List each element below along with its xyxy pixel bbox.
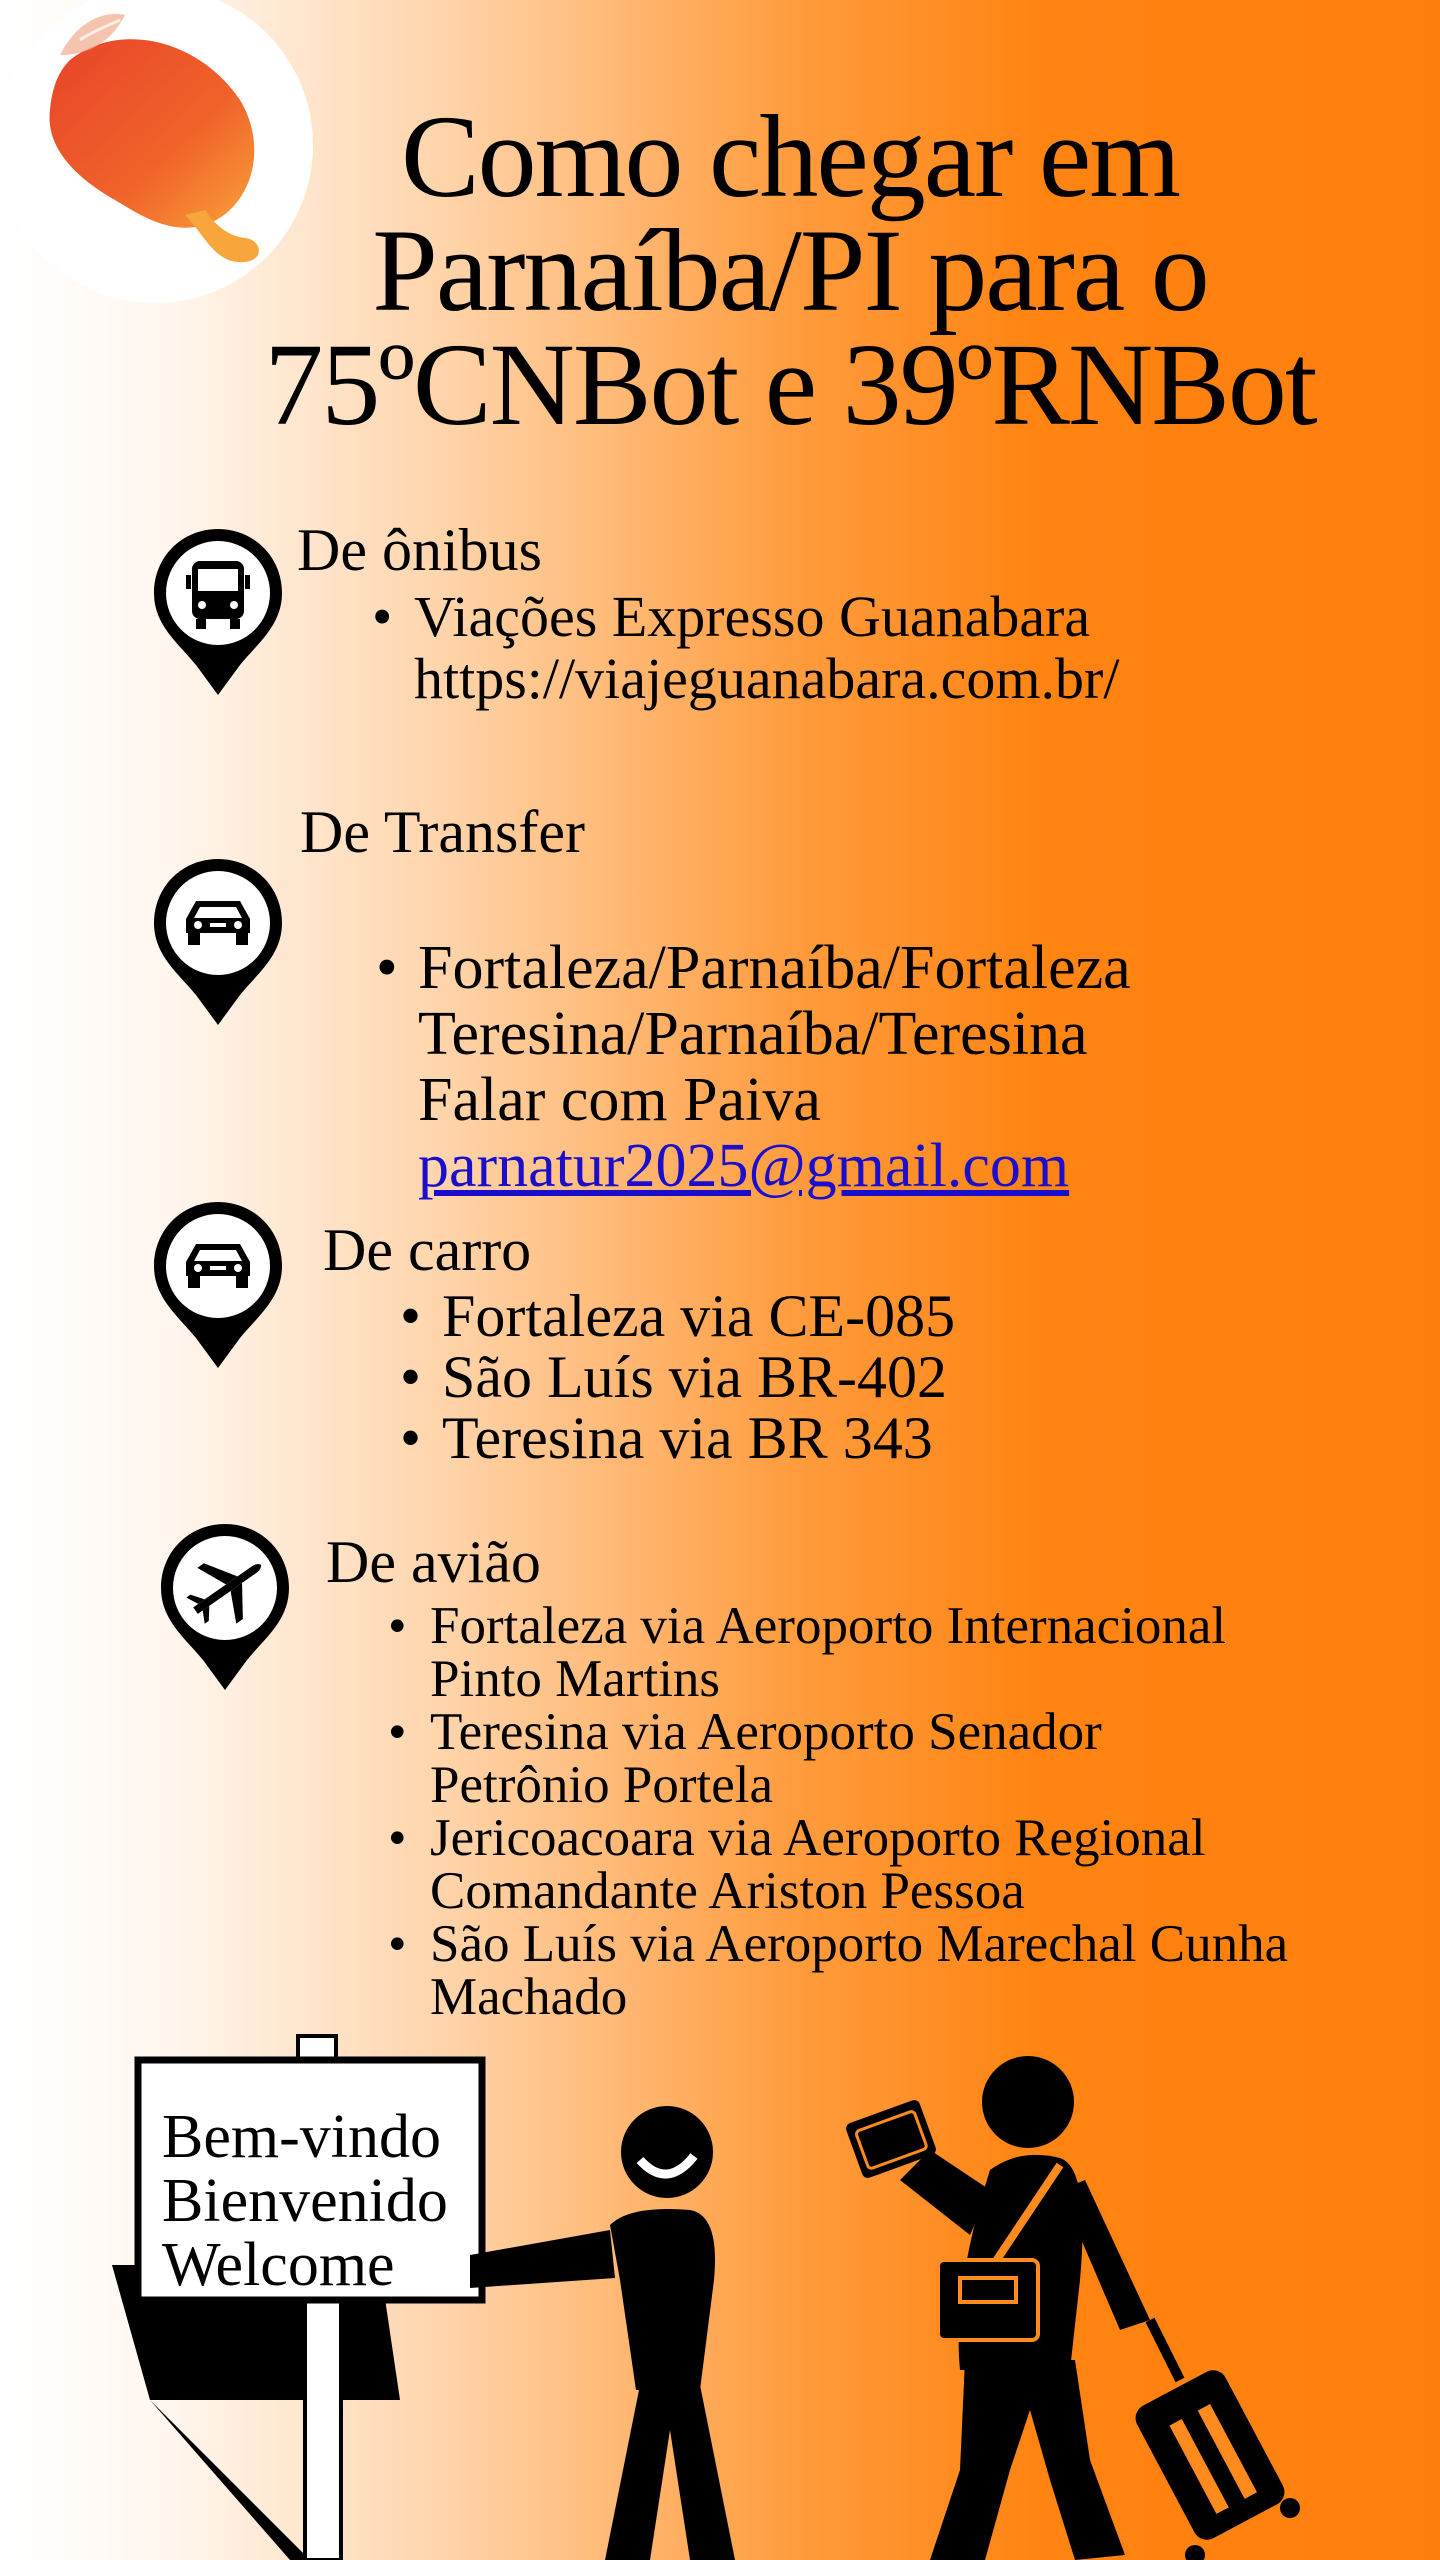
list-item: • Viações Expresso Guanabara [372,584,1091,649]
list-item-continued: Comandante Ariston Pessoa [430,1862,1025,1920]
list-item: • Fortaleza via CE-085 [400,1283,956,1349]
title-line-1: Como chegar em [400,91,1180,222]
list-item: • São Luís via Aeroporto Marechal Cunha [388,1915,1289,1973]
bus-section-title: De ônibus [297,517,542,583]
title-line-3: 75ºCNBot e 39ºRNBot [264,319,1316,450]
list-item: • Fortaleza/Parnaíba/Fortaleza [376,934,1131,1002]
welcome-sign [162,2105,448,2297]
car-list [400,1283,956,1471]
list-item-continued: Petrônio Portela [430,1756,773,1814]
transfer-email-link[interactable]: parnatur2025@gmail.com [418,1132,1070,1200]
sign-line-1: Bem-vindo [162,2103,441,2171]
list-item: Teresina/Parnaíba/Teresina [418,1000,1088,1068]
bus-pin-icon [148,525,288,701]
car-pin-icon [148,1198,288,1374]
airplane-pin-icon [155,1520,295,1696]
bus-list [372,584,1120,711]
sign-line-2: Bienvenido [162,2167,448,2235]
car-pin-icon [148,855,288,1031]
list-item: • Jericoacoara via Aeroporto Regional [388,1809,1206,1867]
car-section-title: De carro [323,1217,532,1283]
bus-website-link[interactable]: https://viajeguanabara.com.br/ [414,646,1120,711]
sign-line-3: Welcome [162,2231,395,2299]
list-item-continued: Machado [430,1968,628,2026]
list-item-continued: Pinto Martins [430,1650,721,1708]
plane-list [388,1597,1289,2026]
list-item: • Teresina via BR 343 [400,1405,933,1471]
list-item: Falar com Paiva [418,1066,821,1134]
plane-section-title: De avião [326,1529,541,1595]
transfer-list [376,934,1131,1200]
transfer-section-title: De Transfer [300,799,585,865]
list-item: • Teresina via Aeroporto Senador [388,1703,1102,1761]
title-line-2: Parnaíba/PI para o [372,205,1208,336]
page-title [220,91,1360,450]
list-item: • Fortaleza via Aeroporto Internacional [388,1597,1227,1655]
list-item: • São Luís via BR-402 [400,1344,947,1410]
